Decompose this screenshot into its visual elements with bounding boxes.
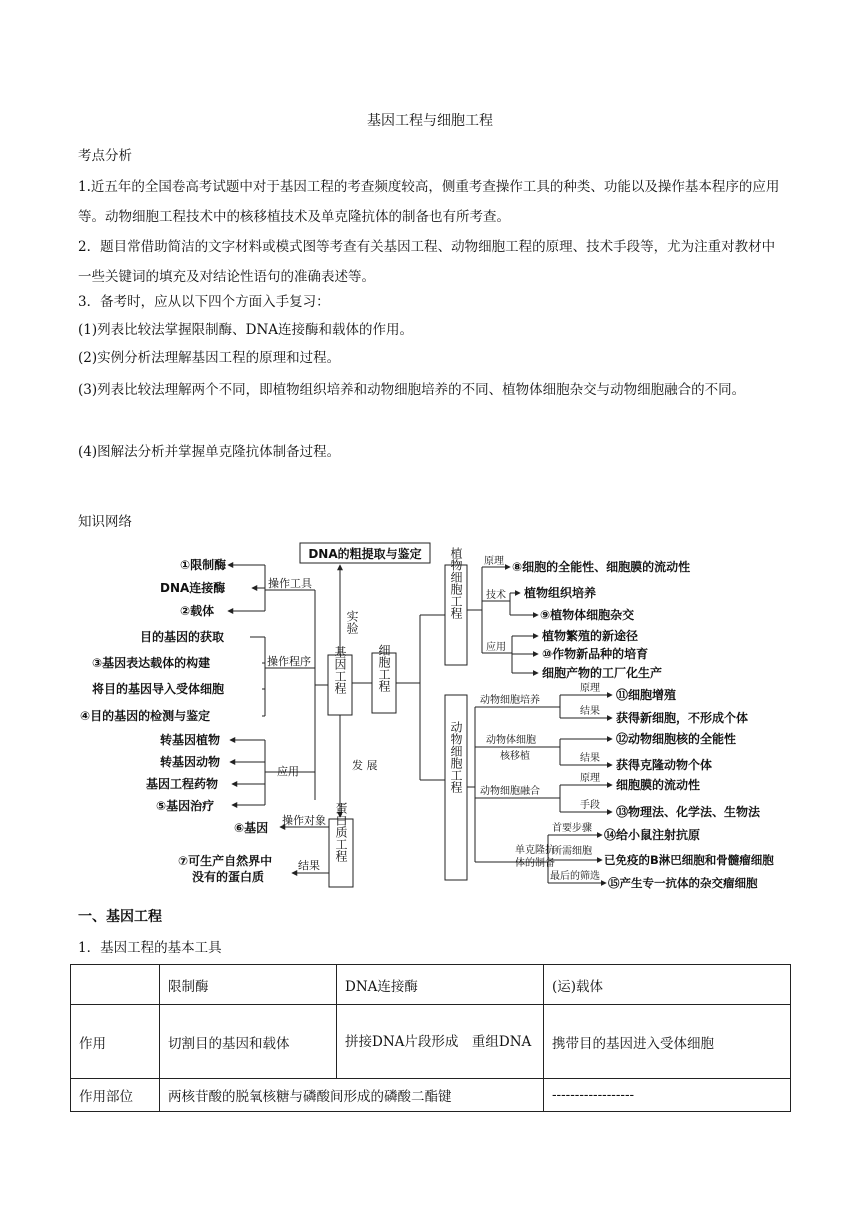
tool-3: ②载体 [180,604,215,618]
analysis-item-1: (1)列表比较法掌握限制酶、DNA连接酶和载体的作用。 [78,322,414,338]
object-label: 操作对象 [282,814,326,827]
network-heading: 知识网络 [78,514,132,530]
tools-label: 操作工具 [268,577,312,590]
fusion-label: 动物细胞融合 [480,786,540,797]
analysis-item-2: (2)实例分析法理解基因工程的原理和过程。 [78,350,341,366]
table-row-label: 作用部位 [71,1079,160,1112]
plant-tech-1: 植物组织培养 [524,586,597,600]
dna-extraction-label: DNA的粗提取与鉴定 [308,547,422,561]
analysis-item-3: (3)列表比较法理解两个不同，即植物组织培养和动物细胞培养的不同、植物体细胞杂交与动物细胞融合的不同。 [78,382,746,398]
analysis-item-4: (4)图解法分析并掌握单克隆抗体制备过程。 [78,444,341,460]
cell-engineering-label: 细胞工程 [377,644,391,692]
analysis-heading: 考点分析 [78,148,132,164]
plant-principle: ⑧细胞的全能性、细胞膜的流动性 [512,560,691,574]
application-3: 基因工程药物 [146,777,219,791]
table-cell: 拼接DNA片段形成 重组DNA [337,1005,544,1079]
application-2: 转基因动物 [160,755,221,769]
mono-label-2: 体的制备 [515,858,555,869]
culture-result-label: 结果 [580,706,600,717]
subsection-heading-1: 1．基因工程的基本工具 [78,940,222,956]
plant-app-2: ⑩作物新品种的培育 [542,647,649,661]
plant-app-1: 植物繁殖的新途径 [542,629,639,643]
procedure-step-3: 将目的基因导入受体细胞 [92,682,225,696]
plant-cell-label: 植物细胞工程 [449,547,463,619]
procedure-step-1: 目的基因的获取 [140,630,225,644]
result-line-1: ⑦可生产自然界中 [178,854,273,868]
result-line-2: 没有的蛋白质 [192,870,265,884]
result-label: 结果 [298,859,320,872]
nuclear-label-1: 动物体细胞 [486,735,536,746]
culture-result: 获得新细胞，不形成个体 [616,711,749,725]
gene-engineering-label: 基因工程 [333,646,347,694]
protein-engineering-label: 蛋白质工程 [334,802,348,862]
application-4: ⑤基因治疗 [156,799,215,813]
page-title: 基因工程与细胞工程 [367,113,493,129]
analysis-para-1: 1.近五年的全国卷高考试题中对于基因工程的考查频度较高，侧重考查操作工具的种类、功能以及操作基本程序的应用等。动物细胞工程技术中的核移植技术及单克隆抗体的制备也有所考查。 [78,179,780,225]
table-header-cell: 限制酶 [160,965,337,1005]
nuclear-result: 获得克隆动物个体 [616,758,713,772]
application-label: 应用 [277,765,299,778]
knowledge-network-diagram [80,535,810,893]
plant-principle-label: 原理 [484,556,504,567]
fusion-means: ⑬物理法、化学法、生物法 [616,805,761,819]
plant-tech-label: 技术 [486,590,506,601]
mono-label-1: 单克隆抗 [515,845,555,856]
plant-app-label: 应用 [486,642,506,653]
table-row [71,1079,791,1112]
last-screen-label: 最后的筛选 [550,871,600,882]
fusion-principle: 细胞膜的流动性 [616,778,701,792]
table-header-row [71,965,791,1005]
culture-principle-label: 原理 [580,683,600,694]
object-value: ⑥基因 [234,821,269,835]
table-cell: 携带目的基因进入受体细胞 [544,1005,791,1079]
procedure-label: 操作程序 [267,655,311,668]
culture-principle: ⑪细胞增殖 [616,688,677,702]
section-heading-1: 一、基因工程 [78,909,162,925]
table-header-cell [71,965,160,1005]
tool-1: ①限制酶 [180,558,227,572]
need-cells-value: 已免疫的B淋巴细胞和骨髓瘤细胞 [604,853,774,867]
procedure-step-4: ④目的基因的检测与鉴定 [80,709,211,723]
last-screen-value: ⑮产生专一抗体的杂交瘤细胞 [608,876,758,890]
tools-table [70,964,791,1112]
nuclear-label-2: 核移植 [500,751,530,762]
develop-label: 发 展 [352,759,378,772]
nuclear-result-label: 结果 [580,753,600,764]
application-1: 转基因植物 [160,733,221,747]
need-cells-label: 所需细胞 [552,846,592,857]
experiment-label: 实验 [345,610,359,634]
animal-cell-label: 动物细胞工程 [449,721,463,793]
table-header-cell: (运)载体 [544,965,791,1005]
table-cell: ------------------ [544,1079,791,1112]
culture-label: 动物细胞培养 [480,695,540,706]
table-row [71,1005,791,1079]
tool-2: DNA连接酶 [160,581,226,595]
plant-app-3: 细胞产物的工厂化生产 [542,666,663,680]
nuclear-principle: ⑫动物细胞核的全能性 [616,732,737,746]
fusion-means-label: 手段 [580,800,600,811]
table-cell: 切割目的基因和载体 [160,1005,337,1079]
table-cell: 两核苷酸的脱氧核糖与磷酸间形成的磷酸二酯键 [160,1079,544,1112]
first-step-label: 首要步骤 [552,823,592,834]
procedure-step-2: ③基因表达载体的构建 [92,656,211,670]
analysis-para-3: 3．备考时，应从以下四个方面入手复习： [78,294,330,310]
fusion-principle-label: 原理 [580,773,600,784]
first-step-value: ⑭给小鼠注射抗原 [604,828,701,842]
table-header-cell: DNA连接酶 [337,965,544,1005]
analysis-para-2: 2．题目常借助简洁的文字材料或模式图等考查有关基因工程、动物细胞工程的原理、技术手段等，尤为注重对教材中一些关键词的填充及对结论性语句的准确表述等。 [78,239,776,285]
table-row-label: 作用 [71,1005,160,1079]
plant-tech-2: ⑨植物体细胞杂交 [540,608,635,622]
